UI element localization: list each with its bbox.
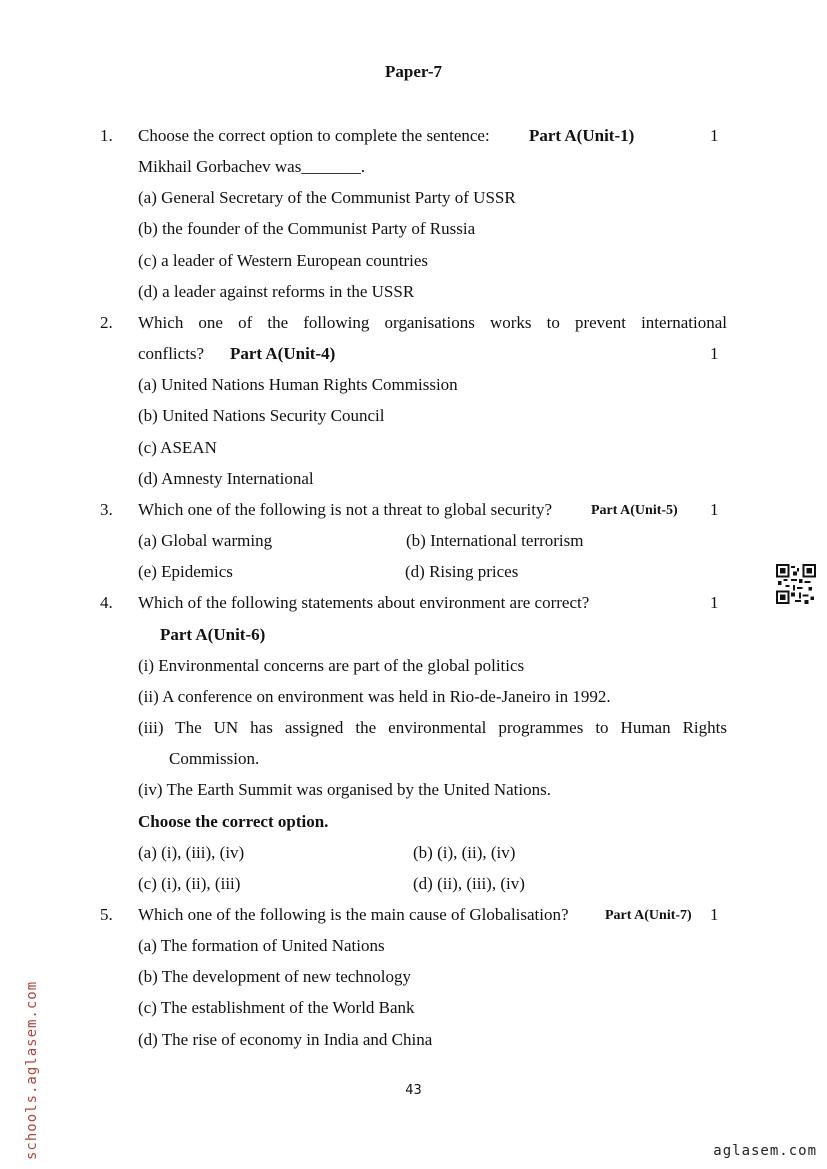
question-5-option-b: (b) The development of new technology	[138, 967, 412, 986]
question-4-instruction: Choose the correct option.	[138, 812, 329, 831]
question-1-stem: Mikhail Gorbachev was_______.	[138, 157, 366, 176]
question-4-option-c: (c) (i), (ii), (iii)	[138, 874, 241, 893]
question-5-number: 5.	[100, 905, 113, 924]
question-2-number: 2.	[100, 313, 113, 332]
question-4-option-a: (a) (i), (iii), (iv)	[138, 843, 245, 862]
question-1-option-b: (b) the founder of the Communist Party of Russia	[138, 219, 476, 238]
question-2-text-line1: Which one of the following organisations works to prevent international	[138, 313, 727, 332]
question-1-option-d: (d) a leader against reforms in the USSR	[138, 282, 415, 301]
question-4-statement-ii: (ii) A conference on environment was held in Rio-de-Janeiro in 1992.	[138, 687, 611, 706]
question-2-marks: 1	[710, 344, 719, 363]
question-1-number: 1.	[100, 126, 113, 145]
question-3-option-d: (d) Rising prices	[405, 562, 519, 581]
question-4-number: 4.	[100, 593, 113, 612]
question-2-option-a: (a) United Nations Human Rights Commission	[138, 375, 458, 394]
question-4-unit-tag: Part A(Unit-6)	[160, 625, 266, 644]
question-2-option-b: (b) United Nations Security Council	[138, 406, 385, 425]
question-4-statement-i: (i) Environmental concerns are part of the global politics	[138, 656, 525, 675]
question-3-marks: 1	[710, 500, 719, 519]
question-3-unit-tag: Part A(Unit-5)	[591, 503, 678, 518]
question-3-option-c: (e) Epidemics	[138, 562, 233, 581]
question-5-marks: 1	[710, 905, 719, 924]
question-3-option-b: (b) International terrorism	[406, 531, 584, 550]
question-1-unit-tag: Part A(Unit-1)	[529, 126, 635, 145]
question-1-option-c: (c) a leader of Western European countries	[138, 251, 429, 270]
question-5-text: Which one of the following is the main cause of Globalisation?	[138, 905, 569, 924]
page-title: Paper-7	[385, 62, 442, 81]
question-5-option-a: (a) The formation of United Nations	[138, 936, 385, 955]
question-4-option-b: (b) (i), (ii), (iv)	[413, 843, 516, 862]
question-1-text: Choose the correct option to complete the sentence:	[138, 126, 490, 145]
question-5-option-c: (c) The establishment of the World Bank	[138, 998, 415, 1017]
side-watermark: schools.aglasem.com	[24, 980, 40, 1160]
question-2-unit-tag: Part A(Unit-4)	[230, 344, 336, 363]
question-2-text-line2: conflicts?	[138, 344, 205, 363]
question-5-unit-tag: Part A(Unit-7)	[605, 908, 692, 923]
question-4-text: Which of the following statements about environment are correct?	[138, 593, 590, 612]
question-4-option-d: (d) (ii), (iii), (iv)	[413, 874, 525, 893]
page-number: 43	[405, 1083, 422, 1098]
question-4-statement-iv: (iv) The Earth Summit was organised by the United Nations.	[138, 780, 551, 799]
question-1-marks: 1	[710, 126, 719, 145]
question-2-option-d: (d) Amnesty International	[138, 469, 314, 488]
question-4-statement-iii: (iii) The UN has assigned the environmental programmes to Human Rights	[138, 718, 727, 737]
question-3-text: Which one of the following is not a threat to global security?	[138, 500, 553, 519]
question-5-option-d: (d) The rise of economy in India and China	[138, 1030, 433, 1049]
question-3-number: 3.	[100, 500, 113, 519]
question-4-marks: 1	[710, 593, 719, 612]
question-3-option-a: (a) Global warming	[138, 531, 273, 550]
question-4-statement-iii-cont: Commission.	[169, 749, 260, 768]
corner-watermark: aglasem.com	[713, 1143, 817, 1159]
qr-code-icon	[776, 564, 816, 604]
question-2-option-c: (c) ASEAN	[138, 438, 217, 457]
question-1-option-a: (a) General Secretary of the Communist Party of USSR	[138, 188, 516, 207]
